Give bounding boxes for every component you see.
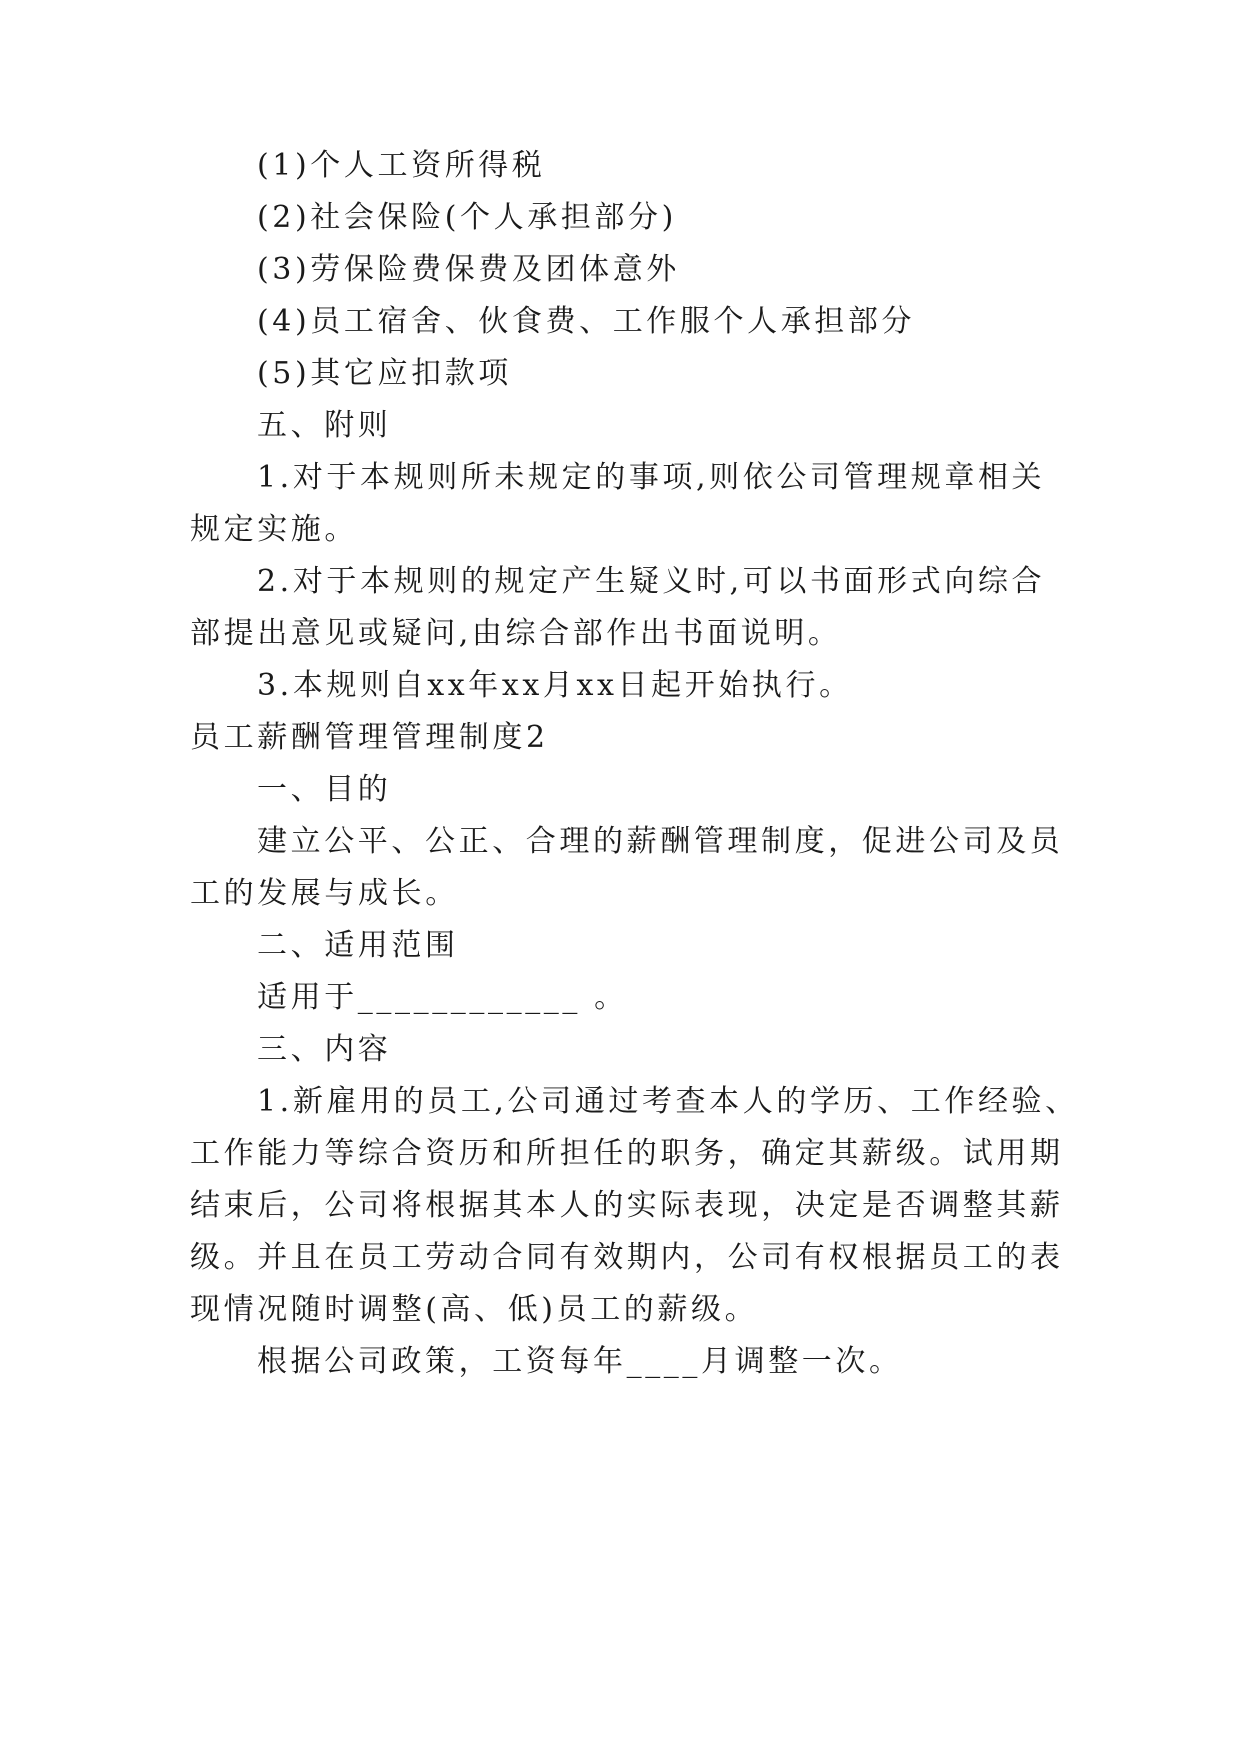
deduction-item-2: (2)社会保险(个人承担部分) bbox=[257, 200, 677, 235]
purpose-heading: 一、目的 bbox=[257, 772, 392, 807]
policy-2-title: 员工薪酬管理管理制度2 bbox=[190, 720, 549, 755]
salary-adjustment-text: 根据公司政策，工资每年____月调整一次。 bbox=[257, 1344, 903, 1379]
purpose-line-1: 建立公平、公正、合理的薪酬管理制度，促进公司及员 bbox=[257, 824, 1064, 859]
scope-text: 适用于____________ 。 bbox=[257, 980, 628, 1015]
content-1-line-1: 1.新雇用的员工,公司通过考查本人的学历、工作经验、 bbox=[257, 1084, 1079, 1119]
content-1-line-3: 结束后，公司将根据其本人的实际表现，决定是否调整其薪 bbox=[190, 1188, 1064, 1223]
deduction-item-4: (4)员工宿舍、伙食费、工作服个人承担部分 bbox=[257, 304, 916, 339]
content-heading: 三、内容 bbox=[257, 1032, 392, 1067]
content-1-line-2: 工作能力等综合资历和所担任的职务，确定其薪级。试用期 bbox=[190, 1136, 1064, 1171]
deduction-item-1: (1)个人工资所得税 bbox=[257, 148, 546, 183]
appendix-clause-1-line-2: 规定实施。 bbox=[190, 512, 358, 547]
deduction-item-3: (3)劳保险费保费及团体意外 bbox=[257, 252, 680, 287]
appendix-clause-3: 3.本规则自xx年xx月xx日起开始执行。 bbox=[257, 668, 853, 703]
deduction-item-5: (5)其它应扣款项 bbox=[257, 356, 512, 391]
appendix-heading: 五、附则 bbox=[257, 408, 392, 443]
purpose-line-2: 工的发展与成长。 bbox=[190, 876, 459, 911]
content-1-line-4: 级。并且在员工劳动合同有效期内，公司有权根据员工的表 bbox=[190, 1240, 1064, 1275]
appendix-clause-2-line-2: 部提出意见或疑问,由综合部作出书面说明。 bbox=[190, 616, 842, 651]
appendix-clause-2-line-1: 2.对于本规则的规定产生疑义时,可以书面形式向综合 bbox=[257, 564, 1046, 599]
scope-heading: 二、适用范围 bbox=[257, 928, 459, 963]
appendix-clause-1-line-1: 1.对于本规则所未规定的事项,则依公司管理规章相关 bbox=[257, 460, 1046, 495]
content-1-line-5: 现情况随时调整(高、低)员工的薪级。 bbox=[190, 1292, 759, 1327]
